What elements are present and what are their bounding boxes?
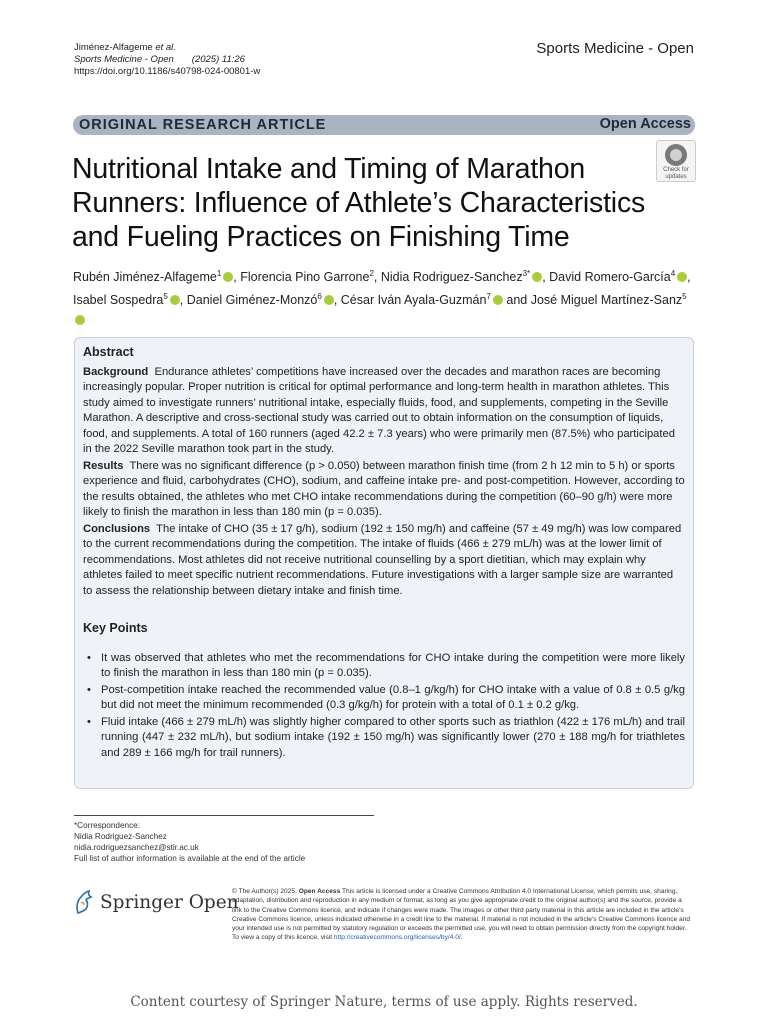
journal-name: Sports Medicine - Open xyxy=(536,40,694,57)
orcid-icon[interactable] xyxy=(324,295,334,305)
license-link[interactable]: http://creativecommons.org/licenses/by/4.0/ xyxy=(333,934,461,942)
springer-horse-icon xyxy=(72,889,94,915)
key-point: • Fluid intake (466 ± 279 mL/h) was slightly higher compared to other sports such as triathlon (422 ± 176 mL/h) and trail running (447 ± 232 mL/h), but sodium intake (192 ± 150 mg/h) was significantly lower (270 ± 188 mg/h for triathletes and 289 ± 166 mg/h for trail runners). xyxy=(83,715,685,762)
journal-volume: Sports Medicine - Open (2025) 11:26 xyxy=(74,54,245,65)
orcid-icon[interactable] xyxy=(677,272,687,282)
author[interactable]: Daniel Giménez-Monzó$^6$ xyxy=(187,293,334,307)
abstract-results: Results There was no significant difference (p > 0.050) between marathon finish time (from 2 h 12 min to 5 h) or sports experience and fluid, carbohydrates (CHO), sodium, and caffeine intake pre- and post-competition. However, according to the results obtained, the athletes who met CHO intake recommendations during the competition (60–90 g/h) were more likely to finish the marathon in less than 180 min (p = 0.035). xyxy=(83,459,685,518)
article-type: ORIGINAL RESEARCH ARTICLE xyxy=(79,117,327,133)
doi[interactable]: https://doi.org/10.1186/s40798-024-00801-w xyxy=(74,66,261,77)
author-list: Rubén Jiménez-Alfageme$^1$ , Florencia Pino Garrone$^2$, Nidia Rodriguez-Sanchez$^{3*}$ , David Romero-García$^4$ , Isabel Sospedra$^5$ , Daniel Giménez-Monzó$^6$ , César Iván Ayala-Guzmán$^7$ and José Miguel Martínez-Sanz$^5$ xyxy=(73,264,698,330)
article-title: Nutritional Intake and Timing of Marathon Runners: Influence of Athlete’s Characteristics and Fueling Practices on Finishing Time xyxy=(72,153,646,253)
key-point: • It was observed that athletes who met the recommendations for CHO intake during the competition were more likely to finish the marathon in less than 180 min (p = 0.035). xyxy=(83,651,685,682)
author[interactable]: José Miguel Martínez-Sanz$^5$ xyxy=(73,293,687,327)
author[interactable]: David Romero-García$^4$ xyxy=(549,270,687,284)
key-points-heading: Key Points xyxy=(83,621,148,635)
orcid-icon[interactable] xyxy=(493,295,503,305)
abstract-box xyxy=(74,337,694,789)
check-for-updates-badge[interactable]: Check for updates xyxy=(656,140,696,182)
author[interactable]: César Iván Ayala-Guzmán$^7$ xyxy=(341,293,503,307)
courtesy-notice: Content courtesy of Springer Nature, terms of use apply. Rights reserved. xyxy=(130,994,638,1010)
orcid-icon[interactable] xyxy=(170,295,180,305)
orcid-icon[interactable] xyxy=(75,315,85,325)
article-type-banner xyxy=(73,115,695,135)
open-access-label: Open Access xyxy=(599,116,691,132)
correspondence-email[interactable]: nidia.rodriguezsanchez@stir.ac.uk xyxy=(74,843,199,852)
orcid-icon[interactable] xyxy=(223,272,233,282)
abstract-background: Background Endurance athletes’ competitions have increased over the decades and marathon races are becoming increasingly popular. Proper nutrition is critical for optimal performance and long-term health in marathon athletes. This study aimed to investigate runners’ nutritional intake, especially fluids, food, and supplements, competing in the Seville Marathon. A descriptive and cross-sectional study was carried out to obtain information on the consumption of liquids, food, and supplements. A total of 160 runners (aged 42.2 ± 7.3 years) who were primarily men (87.5%) who participated in the 2022 Seville marathon took part in the study. xyxy=(83,365,675,455)
author[interactable]: Isabel Sospedra$^5$ xyxy=(73,293,180,307)
check-updates-icon xyxy=(665,144,687,166)
key-points-list xyxy=(83,651,685,762)
license-statement: © The Author(s) 2025. Open Access This article is licensed under a Creative Commons Attribution 4.0 International License, which permits use, sharing, adaptation, distribution and reproduction in any medium or format, as long as you give appropriate credit to the original author(s) and the source, provide a link to the Creative Commons licence, and indicate if changes were made. The images or other third party material in this article are included in the article’s Creative Commons licence, unless indicated otherwise in a credit line to the material. If material is not included in the article’s Creative Commons licence and your intended use is not permitted by statutory regulation or exceeds the permitted use, you will need to obtain permission directly from the copyright holder. To view a copy of this licence, visit http://creativecommons.org/licenses/by/4.0/. xyxy=(232,888,690,942)
abstract-conclusions: Conclusions The intake of CHO (35 ± 17 g/h), sodium (192 ± 150 mg/h) and caffeine (57 ± 49 mg/h) was low compared to the current recommendations during the competition. The intake of fluids (466 ± 279 mL/h) was at the lower limit of recommendations. Most athletes did not receive nutritional counselling by a sport dietitian, which may explain why athletes failed to meet specific nutrient recommendations. Future investigations with a larger sample size are warranted to assess the relationship between dietary intake and finish time. xyxy=(83,522,682,597)
publisher-name: Springer Open xyxy=(100,892,239,913)
footnote-divider xyxy=(74,815,374,816)
abstract-heading: Abstract xyxy=(83,345,134,359)
orcid-icon[interactable] xyxy=(532,272,542,282)
correspondence-footnote: *Correspondence: Nidia Rodriguez-Sanchez nidia.rodriguezsanchez@stir.ac.uk Full list of author information is available at the end of the article xyxy=(74,821,306,863)
author[interactable]: Rubén Jiménez-Alfageme$^1$ xyxy=(73,270,233,284)
key-point: • Post-competition intake reached the recommended value (0.8–1 g/kg/h) for CHO intake with a value of 0.8 ± 0.5 g/kg but did not meet the minimum recommended (0.3 g/kg/h) for protein with a total of 0.1 ± 0.2 g/kg. xyxy=(83,683,685,714)
article-meta xyxy=(74,42,260,78)
author[interactable]: Florencia Pino Garrone$^2$ xyxy=(240,269,374,285)
author[interactable]: Nidia Rodriguez-Sanchez$^{3*}$ xyxy=(381,270,542,284)
running-author: Jiménez-Alfageme et al. xyxy=(74,42,176,53)
